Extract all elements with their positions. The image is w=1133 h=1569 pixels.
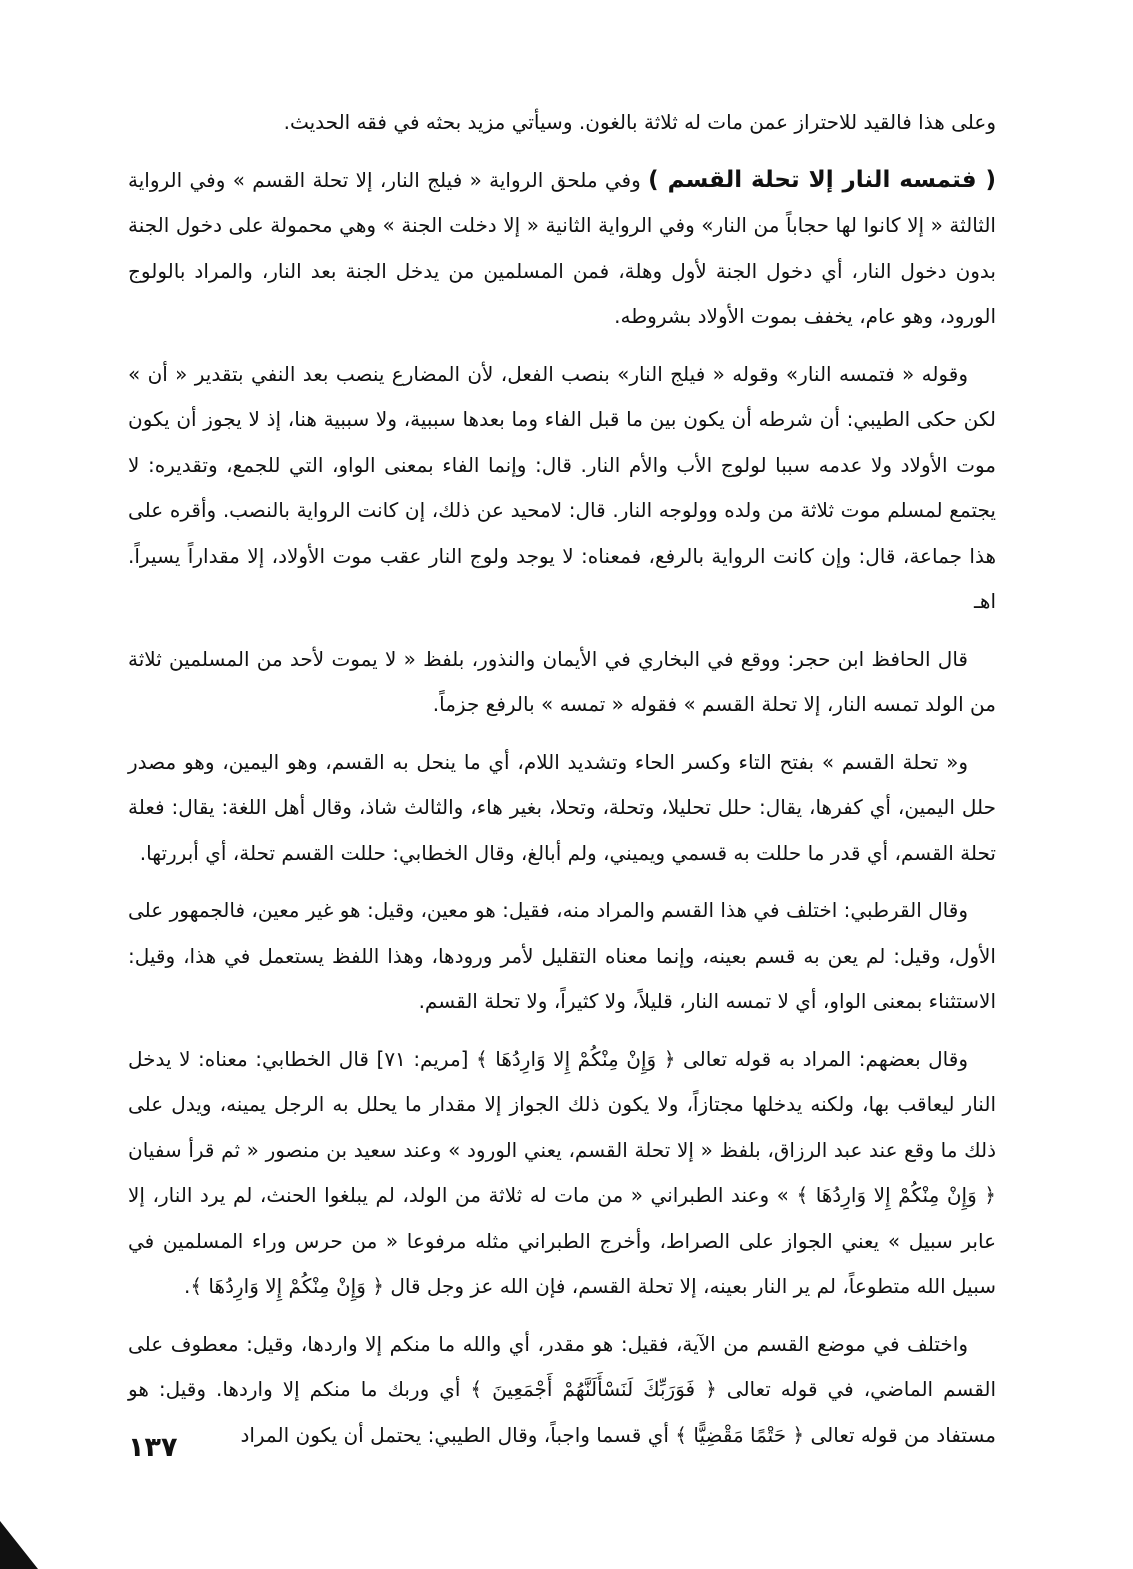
scan-corner-mark (0, 1521, 38, 1569)
paragraph-5-text: و« تحلة القسم » بفتح التاء وكسر الحاء وتشديد اللام، أي ما ينحل به القسم، وهو اليمين، وهو مصدر حلل اليمين، أي كفرها، يقال: حلل تحليلا، وتحلة، وتحلا، بغير هاء، والثالث شاذ، وقال أهل اللغة: يقال: فعلة تحلة القسم، أي قدر ما حللت به قسمي ويميني، ولم أبالغ، وقال الخطابي: حللت القسم تحلة، أي أبررتها. (128, 749, 996, 865)
paragraph-7 (128, 1037, 996, 1310)
page-number: ١٣٧ (128, 1432, 178, 1463)
paragraph-3 (128, 352, 996, 625)
paragraph-2-text: وفي ملحق الرواية « فيلج النار، إلا تحلة القسم » وفي الرواية الثالثة « إلا كانوا لها حجاباً من النار» وفي الرواية الثانية « إلا دخلت الجنة » وهي محمولة على دخول الجنة بدون دخول النار، أي دخول الجنة لأول وهلة، فمن المسلمين من يدخل الجنة بعد النار، والمراد بالولوج الورود، وهو عام، يخفف بموت الأولاد بشروطه. (128, 167, 996, 328)
paragraph-1 (128, 100, 996, 146)
page-body (128, 100, 996, 1470)
paragraph-5 (128, 740, 996, 877)
paragraph-7-text: وقال بعضهم: المراد به قوله تعالى ﴿ وَإِنْ مِنْكُمْ إِلا وَارِدُهَا ﴾ [مريم: ٧١] قال الخطابي: معناه: لا يدخل النار ليعاقب بها، ولكنه يدخلها مجتازاً، ولا يكون ذلك الجواز إلا مقدار ما يحلل به الرجل يمينه، ويدل على ذلك ما وقع عند عبد الرزاق، بلفظ « إلا تحلة القسم، يعني الورود » وعند سعيد بن منصور « ثم قرأ سفيان ﴿ وَإِنْ مِنْكُمْ إِلا وَارِدُهَا ﴾ » وعند الطبراني « من مات له ثلاثة من الولد، لم يبلغوا الحنث، لم يرد النار، إلا عابر سبيل » يعني الجواز على الصراط، وأخرج الطبراني مثله مرفوعا « من حرس وراء المسلمين في سبيل الله متطوعاً، لم ير النار بعينه، إلا تحلة القسم، فإن الله عز وجل قال ﴿ وَإِنْ مِنْكُمْ إِلا وَارِدُهَا ﴾. (128, 1046, 996, 1298)
paragraph-8-text: واختلف في موضع القسم من الآية، فقيل: هو مقدر، أي والله ما منكم إلا واردها، وقيل: معطوف على القسم الماضي، في قوله تعالى ﴿ فَوَرَبِّكَ لَنَسْأَلَنَّهُمْ أَجْمَعِينَ ﴾ أي وربك ما منكم إلا واردها. وقيل: هو مستفاد من قوله تعالى ﴿ حَتْمًا مَقْضِيًّا ﴾ أي قسما واجباً، وقال الطيبي: يحتمل أن يكون المراد (128, 1331, 996, 1447)
lead-phrase: ( فتمسه النار إلا تحلة القسم ) (648, 166, 996, 193)
paragraph-6 (128, 888, 996, 1025)
paragraph-4-text: قال الحافظ ابن حجر: ووقع في البخاري في الأيمان والنذور، بلفظ « لا يموت لأحد من المسلمين ثلاثة من الولد تمسه النار، إلا تحلة القسم » فقوله « تمسه » بالرفع جزماً. (128, 646, 996, 716)
paragraph-2 (128, 158, 996, 340)
paragraph-1-text: وعلى هذا فالقيد للاحتراز عمن مات له ثلاثة بالغون. وسيأتي مزيد بحثه في فقه الحديث. (283, 110, 996, 134)
paragraph-4 (128, 637, 996, 728)
paragraph-6-text: وقال القرطبي: اختلف في هذا القسم والمراد منه، فقيل: هو معين، وقيل: هو غير معين، فالجمهور على الأول، وقيل: لم يعن به قسم بعينه، وإنما معناه التقليل لأمر ورودها، وهذا اللفظ يستعمل في هذا، وقيل: الاستثناء بمعنى الواو، أي لا تمسه النار، قليلاً، ولا كثيراً، ولا تحلة القسم. (128, 898, 996, 1013)
paragraph-8 (128, 1322, 996, 1459)
paragraph-3-text: وقوله « فتمسه النار» وقوله « فيلج النار» بنصب الفعل، لأن المضارع ينصب بعد النفي بتقدير « أن » لكن حكى الطيبي: أن شرطه أن يكون بين ما قبل الفاء وما بعدها سببية، ولا سببية هنا، إذ لا يجوز أن يكون موت الأولاد ولا عدمه سببا لولوج الأب والأم النار. قال: وإنما الفاء بمعنى الواو، التي للجمع، وتقديره: لا يجتمع لمسلم موت ثلاثة من ولده وولوجه النار. قال: لامحيد عن ذلك، إن كانت الرواية بالنصب. وأقره على هذا جماعة، قال: وإن كانت الرواية بالرفع، فمعناه: لا يوجد ولوج النار عقب موت الأولاد، إلا مقداراً يسيراً. اهـ (128, 361, 996, 613)
